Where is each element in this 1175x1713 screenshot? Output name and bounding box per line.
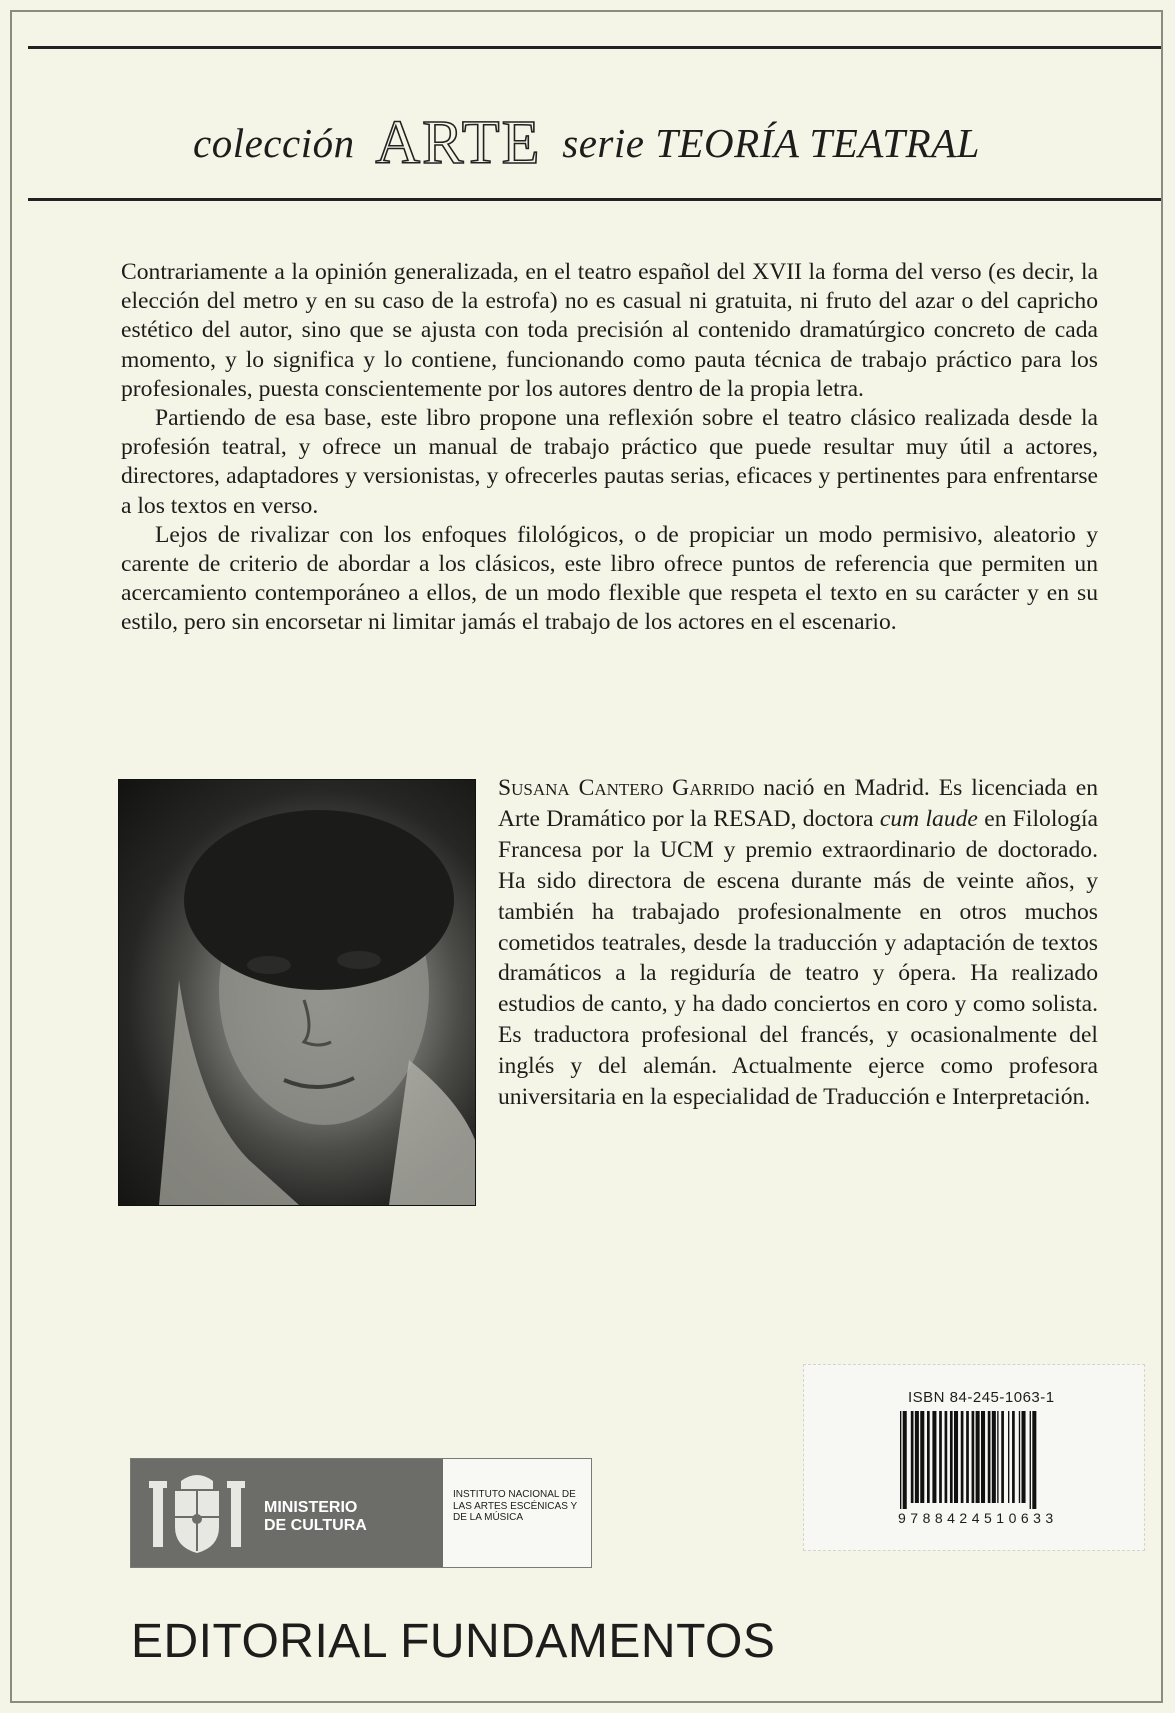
blurb (121, 258, 1098, 638)
author-name: Susana Cantero Garrido (498, 775, 755, 801)
barcode-bar (988, 1411, 991, 1503)
header-rule-bottom (28, 198, 1161, 201)
barcode-bar (954, 1411, 958, 1503)
barcode-bar (981, 1411, 985, 1503)
barcode-bar (1008, 1411, 1009, 1503)
ministry-name-line: DE CULTURA (264, 1517, 367, 1534)
barcode-icon (898, 1411, 1068, 1509)
barcode-bar (920, 1411, 924, 1503)
ean-digits: 9788424510633 (898, 1510, 1058, 1526)
publisher-name: EDITORIAL FUNDAMENTOS (131, 1615, 776, 1668)
barcode-bar (972, 1411, 975, 1503)
ministry-panel (131, 1459, 443, 1567)
barcode-bar (915, 1411, 919, 1503)
series-name: TEORÍA TEATRAL (655, 120, 980, 166)
blurb-paragraph-1 (121, 258, 1098, 404)
coat-of-arms-icon (145, 1469, 249, 1557)
barcode-bar (945, 1411, 948, 1503)
isbn-label: ISBN 84-245-1063-1 (908, 1389, 1055, 1406)
barcode-bar (997, 1411, 998, 1503)
blurb-paragraph-2: Partiendo de esa base, este libro propone una reflexión sobre el teatro clásico realizada desde la profesión teatral, y ofrece un manual de trabajo práctico que puede resultar muy útil a actores, directores, adaptadores y versionistas, y ofrecerles pautas serias, eficaces y pertinentes para enfrentarse a los textos en verso. (121, 405, 1098, 519)
barcode-bar (1032, 1411, 1036, 1509)
ministry-name-line: MINISTERIO (264, 1499, 358, 1516)
ministry-name (264, 1499, 367, 1535)
bio-italic: cum laude (879, 805, 978, 832)
author-portrait-image (119, 780, 475, 1205)
blurb-paragraph-3: Lejos de rivalizar con los enfoques filológicos, o de propiciar un modo permisivo, aleatorio y carente de criterio de abordar a los clásicos, este libro ofrece puntos de referencia que permiten un acercamiento contemporáneo a ellos, de un modo flexible que respeta el texto en su carácter y en su estilo, pero sin encorsetar ni limitar jamás el trabajo de los actores en el escenario. (121, 521, 1098, 636)
barcode-bar (1030, 1411, 1031, 1509)
barcode-bar (1019, 1411, 1020, 1503)
blurb-text: la forma del verso (es decir, la elección del metro y en su caso de la estrofa) no es casual ni gratuita, ni fruto del azar o del capricho estético del autor, sino que se ajusta con toda precisión al contenido dramatúrgico concreto de cada momento, y lo significa y lo contiene, funcionando como pauta técnica de trabajo práctico para los profesionales, puesta conscientemente por los autores dentro de la propia letra. (121, 259, 1098, 402)
header-rule-top (28, 46, 1161, 49)
barcode-bar (961, 1411, 964, 1503)
series-word: serie (562, 120, 645, 166)
barcode-bar (992, 1411, 996, 1503)
barcode-bar (966, 1411, 969, 1503)
series-header (12, 108, 1161, 179)
institute-name: INSTITUTO NACIONAL DE LAS ARTES ESCÉNICAS Y DE LA MÚSICA (453, 1489, 577, 1523)
barcode-bar (903, 1411, 907, 1509)
barcode-bar (950, 1411, 953, 1503)
barcode-bar (932, 1411, 936, 1503)
barcode-bar (939, 1411, 942, 1503)
barcode-bar (900, 1411, 901, 1509)
barcode-bar (911, 1411, 914, 1503)
bio-text: nació en Madrid. Es licenciada en Arte Dramático por la RESAD, doctora (498, 775, 1098, 832)
collection-prefix: colección (193, 120, 355, 166)
barcode-bar (1012, 1411, 1015, 1503)
barcode-bar (1001, 1411, 1004, 1503)
bio-text: en Filología Francesa por la UCM y premio extraordinario de doctorado. Ha sido directora de escena durante más de veinte años, y también ha trabajado profesionalmente en otros muchos cometidos teatrales, desde la traducción y adaptación de textos dramáticos a la regiduría de teatro y ópera. Ha realizado estudios de canto, y ha dado conciertos en coro y como solista. Es traductora profesional del francés, y ocasionalmente del inglés y del alemán. Actualmente ejerce como profesora universitaria en la especialidad de Traducción e Interpretación. (498, 805, 1099, 1111)
author-photo (118, 779, 476, 1206)
institute-panel (443, 1459, 591, 1567)
author-bio (498, 773, 1098, 1113)
barcode-bar (1022, 1411, 1026, 1503)
century-numeral: XVII (752, 259, 802, 285)
barcode-bar (927, 1411, 930, 1503)
ministry-logo (130, 1458, 592, 1568)
blurb-text: Contrariamente a la opinión generalizada, en el teatro español del (121, 259, 753, 285)
collection-brand: ARTE (375, 109, 542, 177)
isbn-sticker (803, 1364, 1145, 1551)
barcode-bar (976, 1411, 980, 1503)
